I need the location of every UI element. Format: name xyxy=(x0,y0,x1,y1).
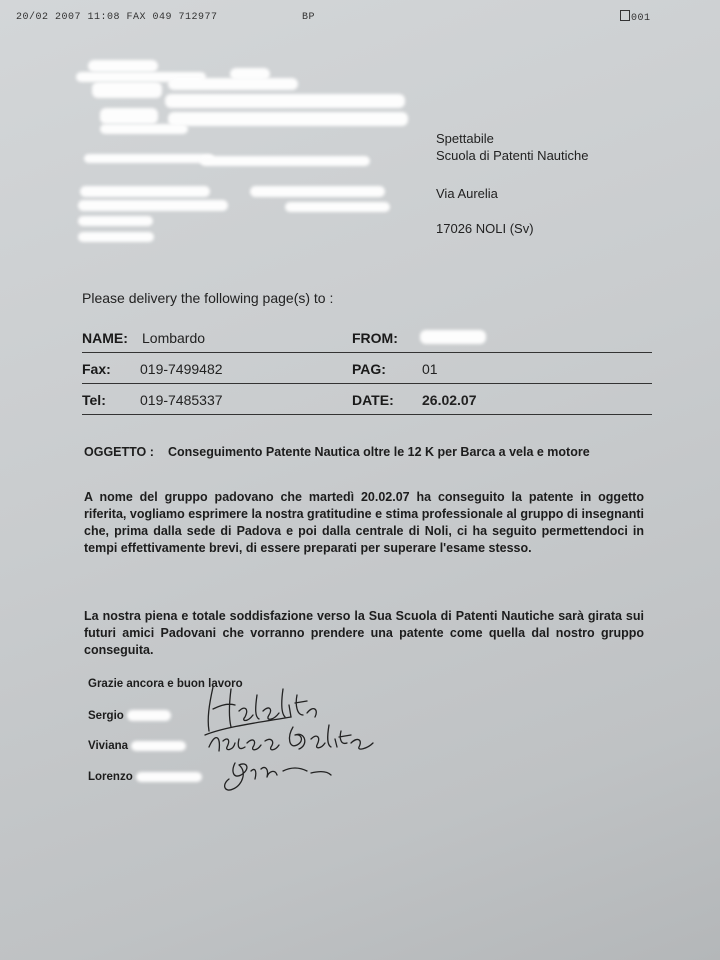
recipient-city: 17026 NOLI (Sv) xyxy=(436,221,534,236)
cover-fields-table xyxy=(82,322,652,415)
subject-label: OGGETTO : xyxy=(84,445,154,459)
letter-paragraph-1: A nome del gruppo padovano che martedì 20.02.07 ha conseguito la patente in oggetto riferita, vogliamo esprimere la nostra gratitudine e stima professionale al gruppo di insegnanti che, prima dalla sede di Padova e poi dalla centrale di Noli, ci ha seguito permettendoci in tempi effettivamente brevi, di essere preparati per superare l'esame stesso. xyxy=(84,490,644,555)
fax-sender-code: BP xyxy=(302,12,316,23)
redacted-surname xyxy=(131,741,186,751)
signatory-first-name: Viviana xyxy=(88,740,129,752)
fax-value: 019-7499482 xyxy=(140,361,223,377)
date-label: DATE: xyxy=(352,392,394,408)
redacted-surname xyxy=(127,710,171,721)
signatory-1 xyxy=(88,710,171,722)
cover-row-fax xyxy=(82,353,652,384)
letter-closing: Grazie ancora e buon lavoro xyxy=(88,678,243,690)
signatory-first-name: Sergio xyxy=(88,710,124,722)
page-counter-value: 001 xyxy=(631,13,651,24)
fax-page-counter xyxy=(620,10,651,24)
recipient-organization: Scuola di Patenti Nautiche xyxy=(436,148,589,163)
signatory-first-name: Lorenzo xyxy=(88,771,133,783)
page-counter-icon xyxy=(620,10,630,21)
fax-label: Fax: xyxy=(82,361,111,377)
name-value: Lombardo xyxy=(142,330,206,346)
handwritten-signatures xyxy=(195,675,395,805)
tel-label: Tel: xyxy=(82,392,106,408)
recipient-address xyxy=(436,130,588,237)
cover-row-name xyxy=(82,322,652,353)
pag-value: 01 xyxy=(422,361,438,377)
signatory-3 xyxy=(88,771,202,783)
subject-text: Conseguimento Patente Nautica oltre le 12 K per Barca a vela e motore xyxy=(168,445,590,459)
tel-value: 019-7485337 xyxy=(140,392,223,408)
delivery-instruction: Please delivery the following page(s) to : xyxy=(82,290,334,306)
letter-paragraph-2: La nostra piena e totale soddisfazione verso la Sua Scuola di Patenti Nautiche sarà girata sui futuri amici Padovani che vorranno prendere una patente come quella dal nostro gruppo conseguita. xyxy=(84,609,644,657)
name-label: NAME: xyxy=(82,330,128,346)
fax-transmission-line: 20/02 2007 11:08 FAX 049 712977 xyxy=(16,12,218,23)
recipient-street: Via Aurelia xyxy=(436,186,498,201)
letter-subject xyxy=(84,444,644,461)
recipient-salutation: Spettabile xyxy=(436,131,494,146)
pag-label: PAG: xyxy=(352,361,386,377)
signatory-2 xyxy=(88,740,186,752)
redacted-surname xyxy=(136,772,202,782)
redacted-from-name xyxy=(420,330,486,344)
from-label: FROM: xyxy=(352,330,398,346)
cover-row-tel xyxy=(82,384,652,415)
date-value: 26.02.07 xyxy=(422,392,477,408)
